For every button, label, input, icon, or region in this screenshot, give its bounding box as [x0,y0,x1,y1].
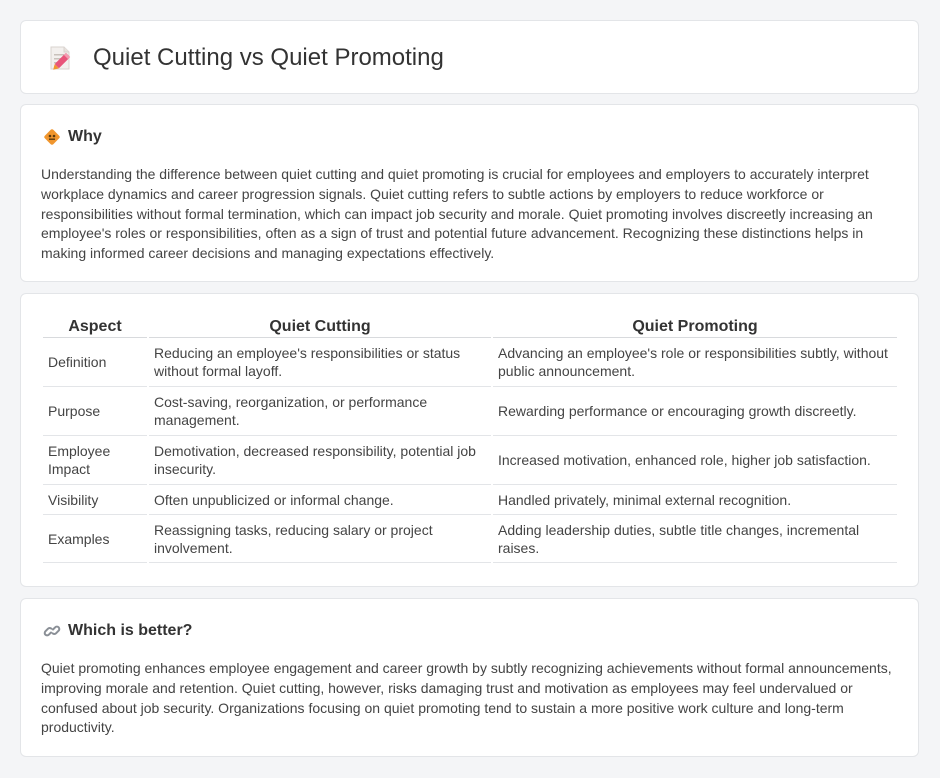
table-row [43,515,897,563]
table-row [43,485,897,515]
which-is-better-card [20,598,919,757]
cell-quiet-cutting: Often unpublicized or informal change. [149,485,491,515]
comparison-card [20,293,919,587]
table-row [43,436,897,485]
table-row [43,338,897,387]
header-card [20,20,919,94]
page-title: Quiet Cutting vs Quiet Promoting [93,44,444,71]
cell-quiet-promoting: Adding leadership duties, subtle title changes, incremental raises. [493,515,897,563]
header-quiet-cutting: Quiet Cutting [149,316,491,338]
page-title-row [47,43,444,73]
cell-quiet-cutting: Demotivation, decreased responsibility, potential job insecurity. [149,436,491,485]
cell-quiet-promoting: Increased motivation, enhanced role, higher job satisfaction. [493,436,897,485]
better-title: Which is better? [68,622,193,639]
why-card [20,104,919,282]
diamond-sign-icon [43,128,61,146]
cell-quiet-cutting: Reducing an employee's responsibilities or status without formal layoff. [149,338,491,387]
comparison-table [41,316,899,563]
header-aspect: Aspect [43,316,147,338]
cell-quiet-cutting: Cost-saving, reorganization, or performance management. [149,387,491,436]
cell-aspect: Visibility [43,485,147,515]
cell-quiet-promoting: Handled privately, minimal external recognition. [493,485,897,515]
cell-aspect: Definition [43,338,147,387]
why-title: Why [68,128,102,145]
why-text: Understanding the difference between quiet cutting and quiet promoting is crucial for employees and employers to accurately interpret workplace dynamics and career progression signals. Quiet cutting refers to subtle actions by employers to reduce workforce or responsibilities without formal termination, which can impact job security and morale. Quiet promoting involves discreetly increasing an employee's roles or responsibilities, often as a sign of trust and potential future advancement. Recognizing these distinctions helps in making informed career decisions and managing expectations effectively. [41,166,873,262]
table-row [43,387,897,436]
cell-quiet-promoting: Rewarding performance or encouraging growth discreetly. [493,387,897,436]
cell-aspect: Employee Impact [43,436,147,485]
link-icon [43,622,61,640]
cell-aspect: Purpose [43,387,147,436]
better-text: Quiet promoting enhances employee engagement and career growth by subtly recognizing achievements without formal announcements, improving morale and retention. Quiet cutting, however, risks damaging trust and motivation as employees may feel undervalued or confused about job security. Organizations focusing on quiet promoting tend to sustain a more positive work culture and long-term productivity. [41,660,892,736]
cell-aspect: Examples [43,515,147,563]
better-heading [43,621,192,641]
table-header-row [43,316,897,338]
why-heading [43,127,102,147]
cell-quiet-cutting: Reassigning tasks, reducing salary or project involvement. [149,515,491,563]
header-quiet-promoting: Quiet Promoting [493,316,897,338]
document-pencil-icon [47,44,73,72]
cell-quiet-promoting: Advancing an employee's role or responsibilities subtly, without public announcement. [493,338,897,387]
